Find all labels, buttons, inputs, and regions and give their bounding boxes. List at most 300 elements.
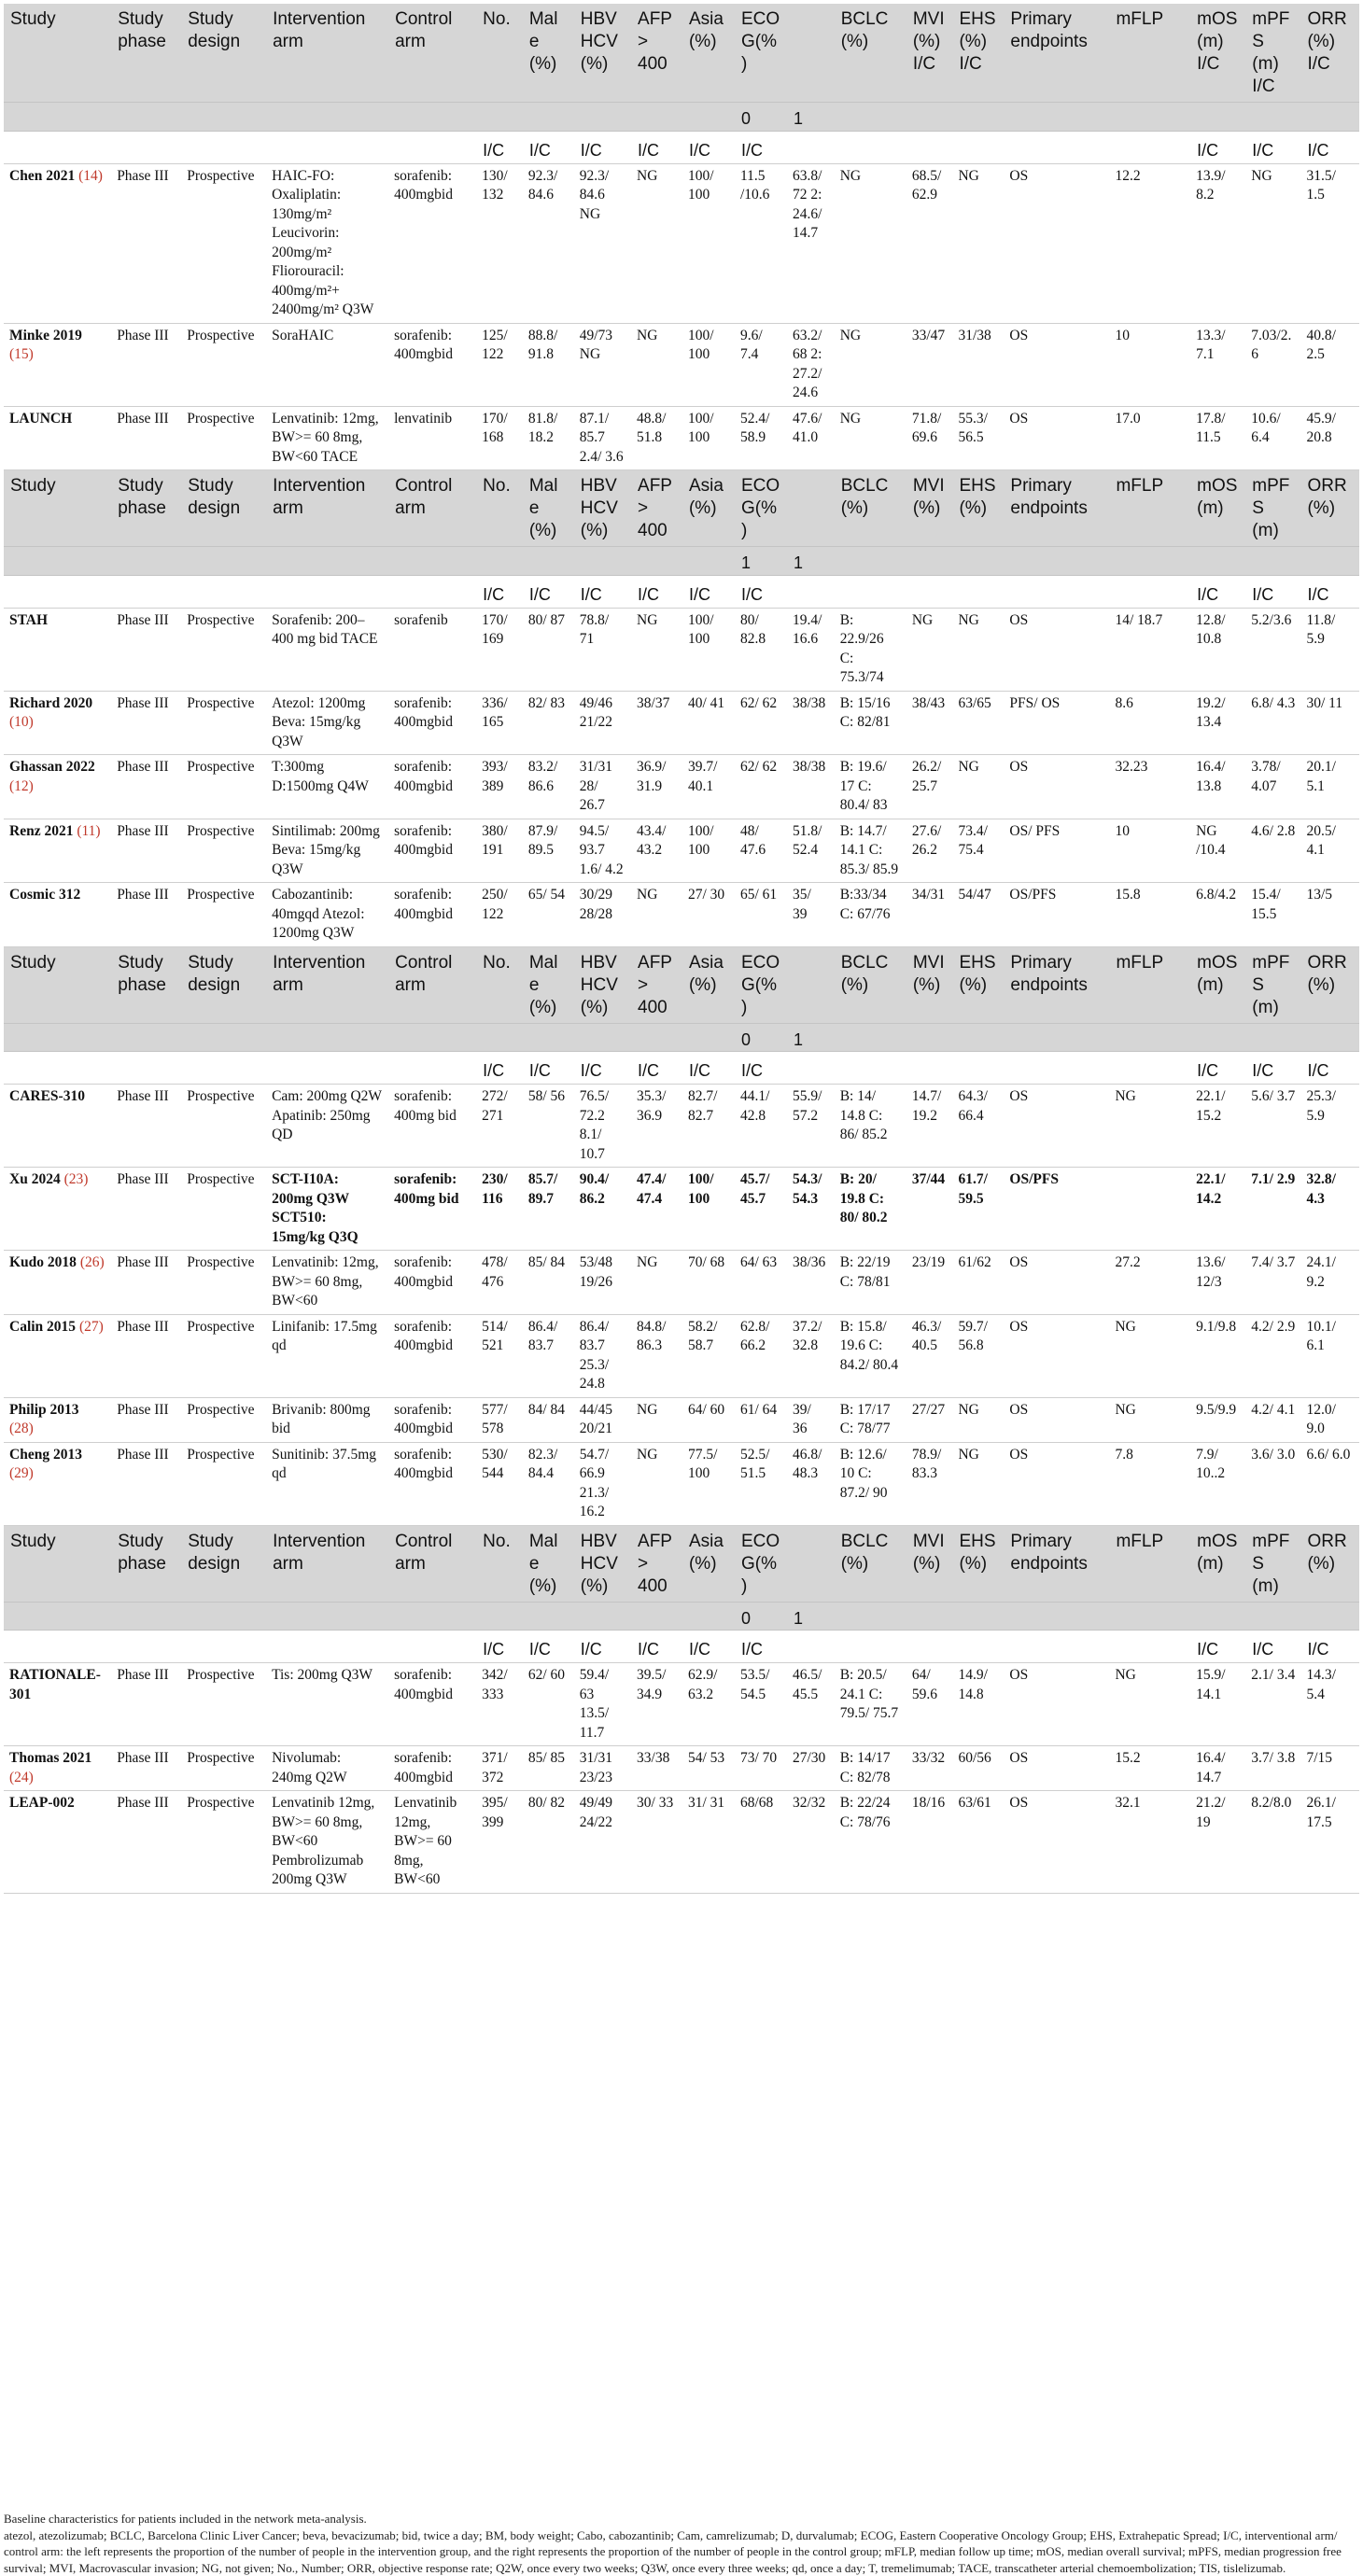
table-cell: 15.4/ 15.5 [1245, 883, 1300, 947]
study-cell [4, 691, 111, 755]
table-cell: 73/ 70 [735, 1746, 787, 1791]
table-cell: OS [1004, 1442, 1109, 1525]
column-header: mOS (m) [1190, 946, 1245, 1023]
header-row [4, 946, 1359, 1023]
ecog-grade-label: 1 [787, 1023, 835, 1052]
subheader-cell [1109, 547, 1190, 576]
subheader-cell [906, 1023, 953, 1052]
table-cell: sorafenib: 400mgbid [388, 691, 476, 755]
table-cell: Prospective [181, 691, 266, 755]
ic-label: I/C [1190, 1052, 1245, 1085]
ic-label [181, 131, 266, 163]
table-cell: 125/ 122 [476, 323, 523, 406]
ic-label [1109, 575, 1190, 608]
table-cell: 37.2/ 32.8 [787, 1314, 835, 1397]
table-cell: Prospective [181, 406, 266, 470]
column-header: Study phase [111, 1525, 181, 1602]
ic-label: I/C [1300, 575, 1359, 608]
ic-label [111, 131, 181, 163]
table-cell: 52.4/ 58.9 [735, 406, 787, 470]
study-cell [4, 608, 111, 691]
table-cell: Atezol: 1200mg Beva: 15mg/kg Q3W [266, 691, 388, 755]
table-cell: Sintilimab: 200mg Beva: 15mg/kg Q3W [266, 819, 388, 883]
table-cell: 71.8/ 69.6 [906, 406, 953, 470]
table-cell: Phase III [111, 691, 181, 755]
table-cell: 130/ 132 [476, 163, 523, 323]
ic-label: I/C [574, 1052, 631, 1085]
table-cell: 7.9/ 10..2 [1190, 1442, 1245, 1525]
table-cell: NG [631, 1397, 682, 1442]
column-header: Asia (%) [682, 4, 735, 103]
subheader-cell [1004, 103, 1109, 132]
study-name: Minke 2019 [9, 328, 82, 343]
subheader-cell [181, 103, 266, 132]
ic-label: I/C [476, 1052, 523, 1085]
table-cell: 14/ 18.7 [1109, 608, 1190, 691]
subheader-cell [523, 547, 574, 576]
table-cell: Sorafenib: 200– 400 mg bid TACE [266, 608, 388, 691]
table-cell: OS [1004, 1397, 1109, 1442]
table-cell: 44/45 20/21 [574, 1397, 631, 1442]
ic-label [1004, 575, 1109, 608]
column-header: mPFS (m) I/C [1245, 4, 1300, 103]
table-cell: 85.7/ 89.7 [523, 1168, 574, 1251]
study-name: Xu 2024 [9, 1171, 61, 1187]
table-cell: NG [906, 608, 953, 691]
ecog-grade-label: 1 [787, 103, 835, 132]
table-cell: 82.7/ 82.7 [682, 1085, 735, 1168]
subheader-cell [682, 103, 735, 132]
column-header: HBV HCV (%) [574, 4, 631, 103]
table-cell: 84/ 84 [523, 1397, 574, 1442]
subheader-cell [523, 103, 574, 132]
table-cell: 100/ 100 [682, 1168, 735, 1251]
column-header: MVI (%) [906, 1525, 953, 1602]
column-header: ECOG(%) [735, 4, 787, 103]
ic-label: I/C [476, 131, 523, 163]
table-cell: B:33/34 C: 67/76 [835, 883, 906, 947]
ic-label [111, 575, 181, 608]
subheader-cell [682, 547, 735, 576]
subheader-cell [181, 1023, 266, 1052]
table-cell: 30/ 11 [1300, 691, 1359, 755]
ic-label [787, 575, 835, 608]
table-row [4, 755, 1359, 819]
table-cell: 83.2/ 86.6 [523, 755, 574, 819]
ic-label: I/C [523, 1052, 574, 1085]
subheader-cell [631, 1602, 682, 1631]
column-header: ORR (%) [1300, 946, 1359, 1023]
study-reference: (10) [9, 714, 34, 730]
subheader-cell [952, 547, 1004, 576]
study-cell [4, 1746, 111, 1791]
subheader-cell [835, 547, 906, 576]
subheader-cell [1300, 547, 1359, 576]
ecog-grade-label: 0 [735, 103, 787, 132]
subheader-cell [1300, 103, 1359, 132]
table-cell [1109, 1168, 1190, 1251]
subheader-cell [476, 1023, 523, 1052]
table-cell: 90.4/ 86.2 [574, 1168, 631, 1251]
table-row [4, 163, 1359, 323]
study-name: RATIONALE- 301 [9, 1667, 101, 1702]
table-cell: NG [1109, 1397, 1190, 1442]
column-header: mPFS (m) [1245, 1525, 1300, 1602]
table-footnotes [4, 2511, 1359, 2576]
table-cell: 393/ 389 [476, 755, 523, 819]
column-header [787, 4, 835, 103]
table-cell: B: 12.6/ 10 C: 87.2/ 90 [835, 1442, 906, 1525]
table-cell: Phase III [111, 1663, 181, 1746]
table-cell: B: 22.9/26 C: 75.3/74 [835, 608, 906, 691]
table-cell: NG [631, 1251, 682, 1315]
table-row [4, 883, 1359, 947]
table-cell: 62.8/ 66.2 [735, 1314, 787, 1397]
study-name: Renz 2021 [9, 823, 73, 839]
ic-label: I/C [1300, 1052, 1359, 1085]
column-header: MVI (%) I/C [906, 4, 953, 103]
table-cell: 70/ 68 [682, 1251, 735, 1315]
table-cell: SoraHAIC [266, 323, 388, 406]
table-cell: sorafenib: 400mgbid [388, 1314, 476, 1397]
table-cell: 15.8 [1109, 883, 1190, 947]
study-cell [4, 1663, 111, 1746]
study-reference: (24) [9, 1770, 34, 1785]
ic-label [181, 575, 266, 608]
column-header: Primary endpoints [1004, 946, 1109, 1023]
subheader-cell [1190, 1023, 1245, 1052]
ic-label: I/C [1190, 1631, 1245, 1663]
table-cell: SCT-I10A: 200mg Q3W SCT510: 15mg/kg Q3Q [266, 1168, 388, 1251]
column-header: ECOG(%) [735, 946, 787, 1023]
table-cell: B: 17/17 C: 78/77 [835, 1397, 906, 1442]
subheader-cell [388, 1023, 476, 1052]
column-header: mOS (m) [1190, 1525, 1245, 1602]
ic-label [111, 1052, 181, 1085]
table-cell: Phase III [111, 883, 181, 947]
table-cell: Phase III [111, 163, 181, 323]
table-cell: 31/31 23/23 [574, 1746, 631, 1791]
table-cell: 371/ 372 [476, 1746, 523, 1791]
table-cell: 62/ 62 [735, 755, 787, 819]
ic-label: I/C [1300, 131, 1359, 163]
ic-label [4, 1631, 111, 1663]
table-cell: B: 20/ 19.8 C: 80/ 80.2 [835, 1168, 906, 1251]
table-cell: sorafenib: 400mgbid [388, 1746, 476, 1791]
table-cell: 45.7/ 45.7 [735, 1168, 787, 1251]
study-cell [4, 163, 111, 323]
subheader-cell [1245, 1602, 1300, 1631]
table-cell: Lenvatinib: 12mg, BW>= 60 8mg, BW<60 [266, 1251, 388, 1315]
table-cell: 64/ 63 [735, 1251, 787, 1315]
column-header: Study design [181, 946, 266, 1023]
study-name: Ghassan 2022 [9, 759, 95, 775]
table-cell: B: 20.5/ 24.1 C: 79.5/ 75.7 [835, 1663, 906, 1746]
table-cell: sorafenib: 400mgbid [388, 755, 476, 819]
study-name: Richard 2020 [9, 695, 92, 711]
ic-label [787, 1052, 835, 1085]
study-cell [4, 883, 111, 947]
ic-label [266, 575, 388, 608]
table-cell: 7/15 [1300, 1746, 1359, 1791]
table-cell: sorafenib: 400mgbid [388, 1663, 476, 1746]
column-header: No. [476, 1525, 523, 1602]
table-cell: 86.4/ 83.7 [523, 1314, 574, 1397]
table-cell: 55.9/ 57.2 [787, 1085, 835, 1168]
table-cell: B: 19.6/ 17 C: 80.4/ 83 [835, 755, 906, 819]
table-row [4, 1663, 1359, 1746]
column-header: EHS (%) I/C [952, 4, 1004, 103]
table-cell: OS [1004, 1791, 1109, 1894]
study-cell [4, 819, 111, 883]
column-header: ECOG(%) [735, 470, 787, 547]
ic-label [4, 1052, 111, 1085]
table-cell: NG [952, 755, 1004, 819]
table-cell: OS [1004, 1251, 1109, 1315]
subheader-cell [4, 1602, 111, 1631]
table-cell: Phase III [111, 819, 181, 883]
header-row [4, 470, 1359, 547]
column-header: mPFS (m) [1245, 946, 1300, 1023]
table-cell: NG [835, 163, 906, 323]
study-reference: (27) [79, 1319, 104, 1335]
table-cell: 20.5/ 4.1 [1300, 819, 1359, 883]
table-cell: 170/ 169 [476, 608, 523, 691]
table-cell: OS [1004, 1663, 1109, 1746]
ic-label: I/C [631, 1631, 682, 1663]
ecog-subheader-row [4, 1023, 1359, 1052]
table-cell: NG [952, 1442, 1004, 1525]
table-row [4, 691, 1359, 755]
table-cell: 64/ 60 [682, 1397, 735, 1442]
table-cell: 58.2/ 58.7 [682, 1314, 735, 1397]
ic-label [1004, 1631, 1109, 1663]
table-cell: 38/37 [631, 691, 682, 755]
ic-label [181, 1631, 266, 1663]
table-cell: 3.7/ 3.8 [1245, 1746, 1300, 1791]
table-row [4, 1168, 1359, 1251]
subheader-cell [523, 1602, 574, 1631]
column-header [787, 946, 835, 1023]
table-cell: Prospective [181, 163, 266, 323]
table-container [4, 4, 1359, 1894]
table-cell: 61/62 [952, 1251, 1004, 1315]
subheader-cell [906, 1602, 953, 1631]
table-cell: 54.3/ 54.3 [787, 1168, 835, 1251]
subheader-cell [1109, 103, 1190, 132]
table-cell: 58/ 56 [523, 1085, 574, 1168]
study-name: LAUNCH [9, 411, 72, 427]
column-header: Primary endpoints [1004, 1525, 1109, 1602]
ic-label: I/C [631, 1052, 682, 1085]
study-name: Chen 2021 [9, 168, 75, 184]
table-cell: 7.03/2.6 [1245, 323, 1300, 406]
ic-label: I/C [631, 131, 682, 163]
table-cell: 92.3/ 84.6 NG [574, 163, 631, 323]
table-cell: 16.4/ 14.7 [1190, 1746, 1245, 1791]
table-cell: NG [631, 883, 682, 947]
table-cell: B: 22/24 C: 78/76 [835, 1791, 906, 1894]
table-cell: 43.4/ 43.2 [631, 819, 682, 883]
ic-label [952, 1052, 1004, 1085]
baseline-characteristics-table [4, 4, 1359, 1894]
column-header: HBV HCV (%) [574, 470, 631, 547]
ic-label [1109, 1631, 1190, 1663]
table-cell: 46.5/ 45.5 [787, 1663, 835, 1746]
column-header: Study phase [111, 470, 181, 547]
table-cell: 34/31 [906, 883, 953, 947]
table-row [4, 819, 1359, 883]
table-row [4, 1314, 1359, 1397]
table-cell: 80/ 82.8 [735, 608, 787, 691]
ic-label [1004, 131, 1109, 163]
table-cell: sorafenib: 400mgbid [388, 163, 476, 323]
table-cell: 12.0/ 9.0 [1300, 1397, 1359, 1442]
table-cell: 17.0 [1109, 406, 1190, 470]
ic-label: I/C [682, 575, 735, 608]
column-header: ORR (%) I/C [1300, 4, 1359, 103]
table-cell: B: 14/17 C: 82/78 [835, 1746, 906, 1791]
table-cell: 18/16 [906, 1791, 953, 1894]
ic-label: I/C [631, 575, 682, 608]
table-cell: Prospective [181, 1085, 266, 1168]
subheader-cell [574, 1023, 631, 1052]
column-header: Intervention arm [266, 946, 388, 1023]
column-header: Study design [181, 1525, 266, 1602]
table-cell: OS [1004, 608, 1109, 691]
table-row [4, 608, 1359, 691]
table-cell: sorafenib: 400mgbid [388, 1397, 476, 1442]
table-cell: 19.2/ 13.4 [1190, 691, 1245, 755]
column-header: mOS (m) [1190, 470, 1245, 547]
table-cell: 8.2/8.0 [1245, 1791, 1300, 1894]
column-header: Control arm [388, 4, 476, 103]
table-cell: 35.3/ 36.9 [631, 1085, 682, 1168]
ecog-grade-label: 0 [735, 1602, 787, 1631]
table-cell: 55.3/ 56.5 [952, 406, 1004, 470]
table-cell: 26.1/ 17.5 [1300, 1791, 1359, 1894]
ecog-grade-label: 1 [787, 1602, 835, 1631]
table-cell: NG [631, 608, 682, 691]
table-cell: 9.6/ 7.4 [735, 323, 787, 406]
subheader-cell [266, 1602, 388, 1631]
table-cell: 100/ 100 [682, 406, 735, 470]
table-cell: 272/ 271 [476, 1085, 523, 1168]
subheader-cell [476, 103, 523, 132]
subheader-cell [1245, 547, 1300, 576]
table-cell: NG [631, 323, 682, 406]
table-cell: 10 [1109, 819, 1190, 883]
column-header: mFLP [1109, 946, 1190, 1023]
subheader-cell [4, 547, 111, 576]
table-cell: 12.8/ 10.8 [1190, 608, 1245, 691]
table-cell: Linifanib: 17.5mg qd [266, 1314, 388, 1397]
column-header: ORR (%) [1300, 470, 1359, 547]
ic-label [4, 575, 111, 608]
table-cell: 68.5/ 62.9 [906, 163, 953, 323]
column-header: EHS (%) [952, 470, 1004, 547]
column-header: Male (%) [523, 4, 574, 103]
column-header [787, 470, 835, 547]
table-cell: Phase III [111, 1746, 181, 1791]
table-cell: 92.3/ 84.6 [523, 163, 574, 323]
study-cell [4, 406, 111, 470]
table-cell: sorafenib: 400mgbid [388, 1251, 476, 1315]
ic-label [835, 131, 906, 163]
subheader-cell [952, 103, 1004, 132]
subheader-cell [266, 1023, 388, 1052]
table-cell: OS [1004, 323, 1109, 406]
table-cell: 530/ 544 [476, 1442, 523, 1525]
table-cell: NG [1109, 1663, 1190, 1746]
column-header: Asia (%) [682, 1525, 735, 1602]
subheader-cell [388, 103, 476, 132]
ic-label [266, 1052, 388, 1085]
ic-label [111, 1631, 181, 1663]
table-cell: 5.6/ 3.7 [1245, 1085, 1300, 1168]
table-cell: Prospective [181, 1397, 266, 1442]
table-cell: 61/ 64 [735, 1397, 787, 1442]
table-cell: 32/32 [787, 1791, 835, 1894]
table-cell: NG [835, 323, 906, 406]
ic-label: I/C [574, 575, 631, 608]
study-name: CARES-310 [9, 1088, 85, 1104]
table-cell: OS/PFS [1004, 883, 1109, 947]
ic-label-row [4, 1631, 1359, 1663]
table-cell: 82.3/ 84.4 [523, 1442, 574, 1525]
table-cell: 39.5/ 34.9 [631, 1663, 682, 1746]
subheader-cell [631, 1023, 682, 1052]
table-cell: sorafenib: 400mgbid [388, 1442, 476, 1525]
ecog-subheader-row [4, 1602, 1359, 1631]
table-cell: 3.78/ 4.07 [1245, 755, 1300, 819]
table-cell: 230/ 116 [476, 1168, 523, 1251]
study-name: Cosmic 312 [9, 887, 80, 903]
column-header: No. [476, 4, 523, 103]
table-cell: 32.23 [1109, 755, 1190, 819]
table-cell: 65/ 61 [735, 883, 787, 947]
table-cell: B: 14.7/ 14.1 C: 85.3/ 85.9 [835, 819, 906, 883]
table-cell: 4.2/ 2.9 [1245, 1314, 1300, 1397]
column-header: Study [4, 946, 111, 1023]
table-cell: 32.1 [1109, 1791, 1190, 1894]
ic-label [787, 1631, 835, 1663]
table-cell: 25.3/ 5.9 [1300, 1085, 1359, 1168]
table-cell: 38/38 [787, 691, 835, 755]
table-cell: B: 14/ 14.8 C: 86/ 85.2 [835, 1085, 906, 1168]
table-cell: NG [835, 406, 906, 470]
ic-label [835, 1052, 906, 1085]
table-cell: 49/73 NG [574, 323, 631, 406]
table-cell: 14.9/ 14.8 [952, 1663, 1004, 1746]
table-row [4, 1442, 1359, 1525]
table-cell: Phase III [111, 1442, 181, 1525]
ic-label [906, 575, 953, 608]
table-cell: 8.6 [1109, 691, 1190, 755]
column-header: AFP> 400 [631, 946, 682, 1023]
table-cell: 13.9/ 8.2 [1190, 163, 1245, 323]
ic-label [952, 1631, 1004, 1663]
table-cell: 35/ 39 [787, 883, 835, 947]
table-cell: 9.1/9.8 [1190, 1314, 1245, 1397]
table-cell: Phase III [111, 1314, 181, 1397]
ic-label [835, 575, 906, 608]
table-cell: 100/ 100 [682, 163, 735, 323]
table-cell: NG /10.4 [1190, 819, 1245, 883]
table-row [4, 1085, 1359, 1168]
ic-label [906, 1052, 953, 1085]
ic-label: I/C [1245, 575, 1300, 608]
